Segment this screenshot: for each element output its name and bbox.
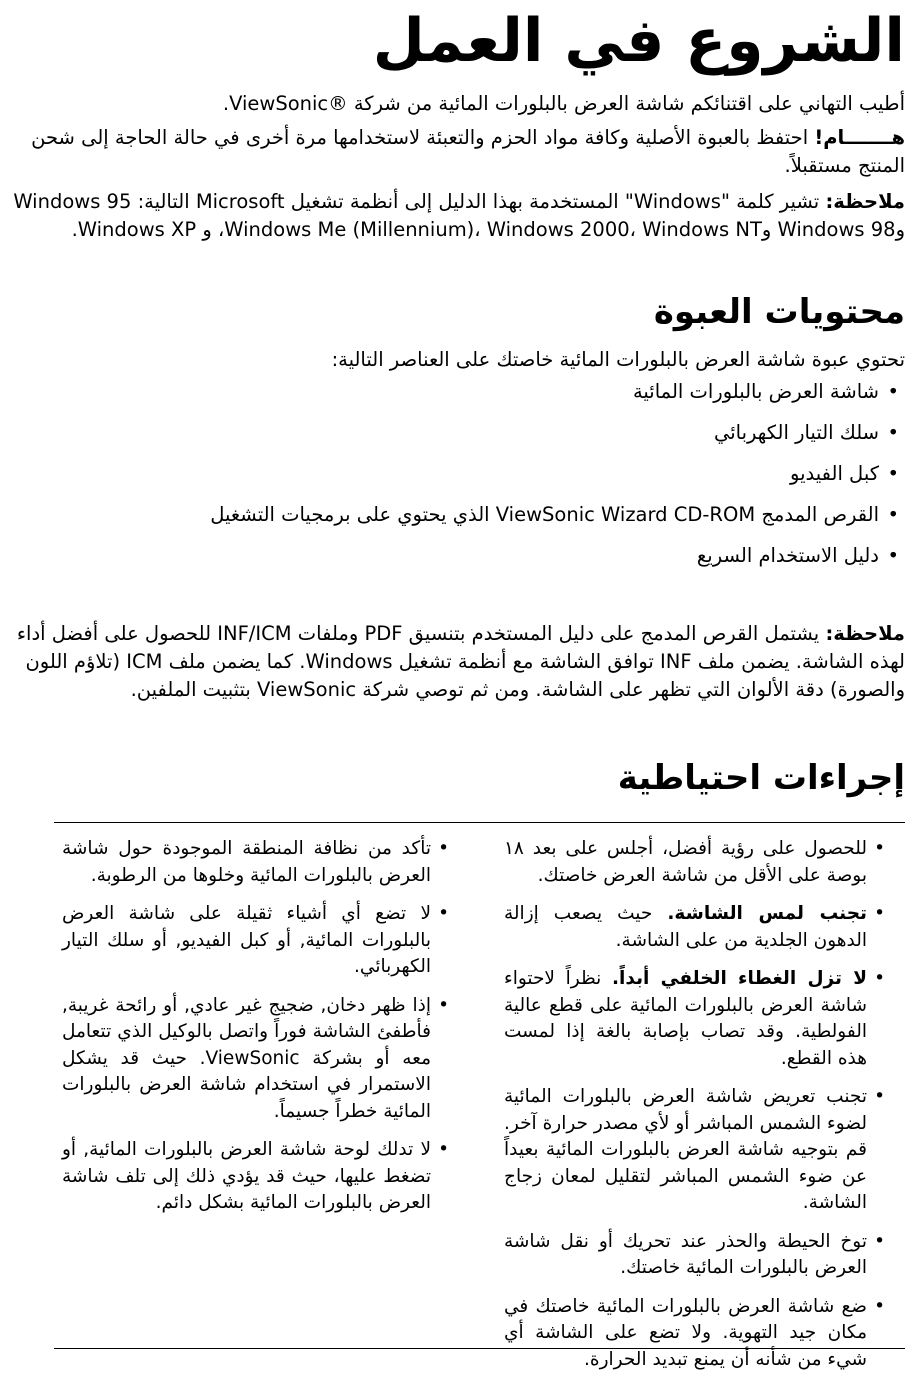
divider-top bbox=[54, 822, 905, 823]
precautions-right-column bbox=[504, 836, 889, 1385]
list-item: • شاشة العرض بالبلورات المائية bbox=[180, 378, 905, 406]
precaution-item: • توخ الحيطة والحذر عند تحريك أو نقل شاشة العرض بالبلورات المائية خاصتك. bbox=[504, 1229, 889, 1282]
precaution-item: • تجنب تعريض شاشة العرض بالبلورات المائية لضوء الشمس المباشر أو لأي مصدر حرارة آخر. قم بتوجيه شاشة العرض بالبلورات المائية بعيداً عن ضوء الشمس المباشر لتقليل لمعان زجاج الشاشة. bbox=[504, 1084, 889, 1217]
precaution-item: • لا تضع أي أشياء ثقيلة على شاشة العرض بالبلورات المائية, أو كبل الفيديو, أو سلك التيار الكهربائي. bbox=[62, 901, 453, 981]
precaution-item: • تأكد من نظافة المنطقة الموجودة حول شاشة العرض بالبلورات المائية وخلوها من الرطوبة. bbox=[62, 836, 453, 889]
divider-bottom bbox=[54, 1348, 905, 1349]
precautions-heading: إجراءات احتياطية bbox=[617, 758, 905, 798]
note-text: يشتمل القرص المدمج على دليل المستخدم بتنسيق PDF وملفات INF/ICM للحصول على أفضل أداء لهذه الشاشة. يضمن ملف INF توافق الشاشة مع أنظمة تشغيل Windows. كما يضمن ملف ICM (تلاؤم اللون والصورة) دقة الألوان التي تظهر على الشاشة. ومن ثم توصي شركة ViewSonic بتثبيت الملفين. bbox=[16, 622, 905, 701]
precautions-left-column bbox=[62, 836, 453, 1229]
list-item: • سلك التيار الكهربائي bbox=[180, 419, 905, 447]
precaution-item: • إذا ظهر دخان, ضجيج غير عادي, أو رائحة غريبة, فأطفئ الشاشة فوراً واتصل بالوكيل الذي تتعامل معه أو بشركة ViewSonic. حيث قد يشكل الاستمرار في استخدام شاشة العرض بالبلورات المائية خطراً جسيماً. bbox=[62, 993, 453, 1126]
package-list bbox=[180, 378, 905, 583]
precaution-item: • للحصول على رؤية أفضل، أجلس على بعد ١٨ بوصة على الأقل من شاشة العرض خاصتك. bbox=[504, 836, 889, 889]
precaution-item: • لا تدلك لوحة شاشة العرض بالبلورات المائية, أو تضغط عليها، حيث قد يؤدي ذلك إلى تلف شاشة العرض بالبلورات المائية بشكل دائم. bbox=[62, 1137, 453, 1217]
warning-label: هـــــــام! bbox=[814, 126, 905, 149]
page-title: الشروع في العمل bbox=[372, 6, 905, 76]
list-item: • دليل الاستخدام السريع bbox=[180, 542, 905, 570]
list-item: • كبل الفيديو bbox=[180, 460, 905, 488]
precaution-item: • تجنب لمس الشاشة. حيث يصعب إزالة الدهون الجلدية من على الشاشة. bbox=[504, 901, 889, 954]
note-text: تشير كلمة "Windows" المستخدمة بهذا الدليل إلى أنظمة تشغيل Microsoft التالية: Windows 95 وWindows 98 وWindows Me (Millennium)، Windows 2000، Windows NT، و Windows XP. bbox=[13, 190, 905, 241]
intro-warning bbox=[4, 124, 905, 180]
warning-text: احتفظ بالعبوة الأصلية وكافة مواد الحزم والتعبئة لاستخدامها مرة أخرى في حالة الحاجة إلى شحن المنتج مستقبلاً. bbox=[31, 126, 905, 177]
precaution-item: • لا تزل الغطاء الخلفي أبداً. نظراً لاحتواء شاشة العرض بالبلورات المائية على قطع عالية الفولطية. وقد تصاب بإصابة بالغة إذا لمست هذه القطع. bbox=[504, 966, 889, 1072]
precaution-item: • ضع شاشة العرض بالبلورات المائية خاصتك في مكان جيد التهوية. ولا تضع على الشاشة أي شيء من شأنه أن يمنع تبديد الحرارة. bbox=[504, 1294, 889, 1374]
intro-note bbox=[4, 188, 905, 244]
note-label: ملاحظة: bbox=[825, 622, 905, 645]
package-lead: تحتوي عبوة شاشة العرض بالبلورات المائية خاصتك على العناصر التالية: bbox=[331, 348, 905, 371]
list-item: • القرص المدمج ViewSonic Wizard CD-ROM الذي يحتوي على برمجيات التشغيل bbox=[180, 501, 905, 529]
intro-congrats: أطيب التهاني على اقتنائكم شاشة العرض بالبلورات المائية من شركة ®ViewSonic. bbox=[222, 92, 905, 115]
package-note bbox=[4, 620, 905, 704]
note-label: ملاحظة: bbox=[825, 190, 905, 213]
package-heading: محتويات العبوة bbox=[653, 292, 905, 332]
